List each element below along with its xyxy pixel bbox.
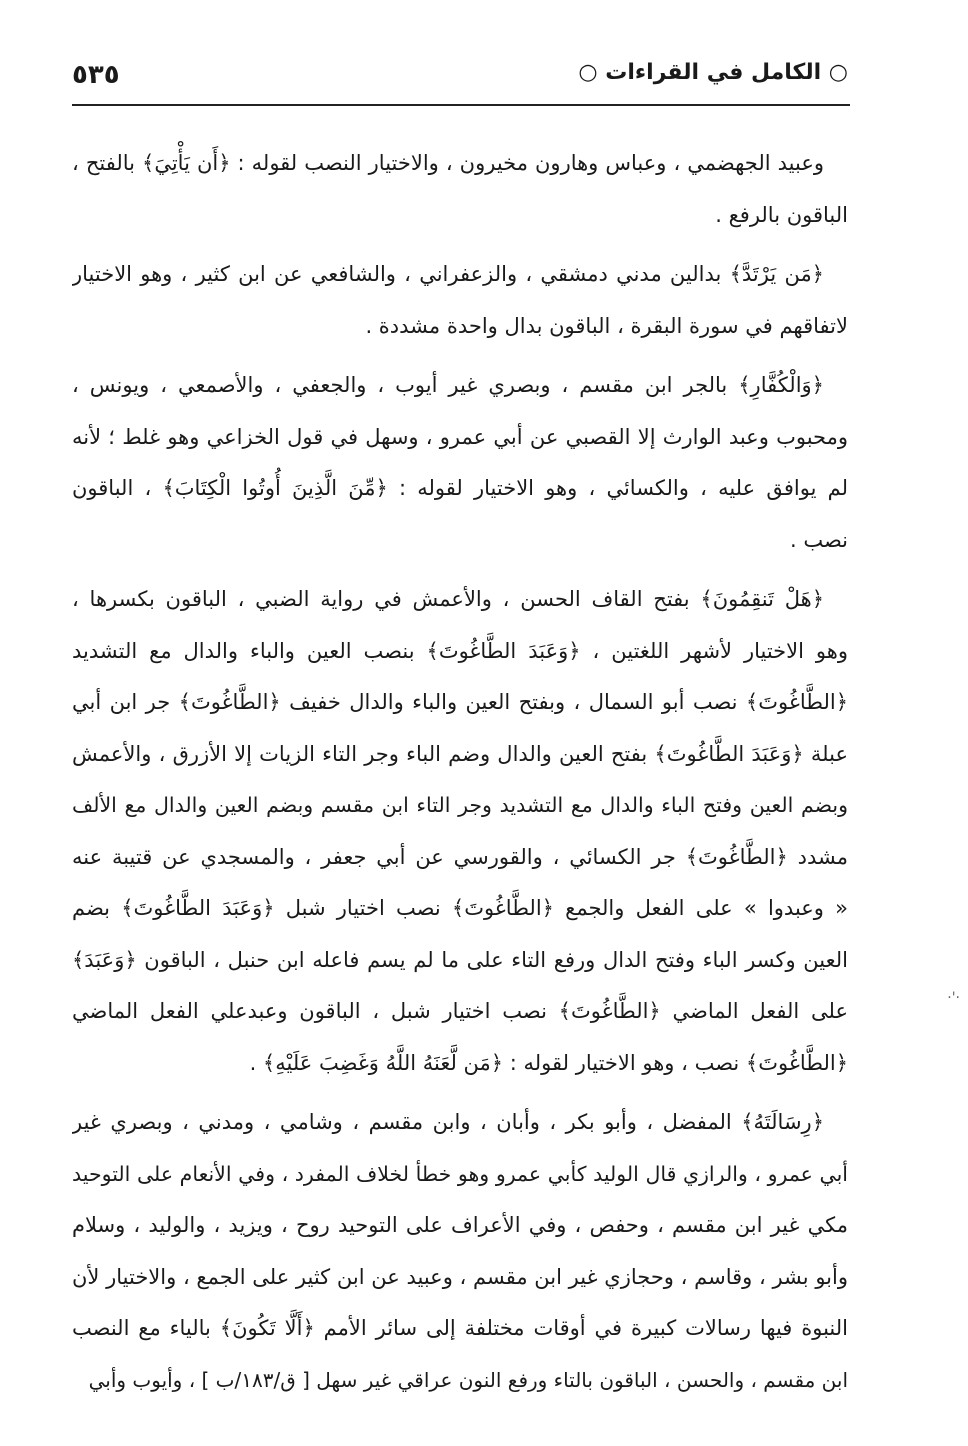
text-line: وهو الاختيار لأشهر اللغتين ، ﴿وَعَبَدَ الطَّاغُوتَ﴾ بنصب العين والباء والدال مع التشديد [72, 638, 848, 663]
paragraph [72, 574, 848, 1089]
text-line: ﴿مَن يَرْتَدَّ﴾ بدالين مدني دمشقي ، والزعفراني ، والشافعي عن ابن كثير ، وهو الاختيار [72, 262, 824, 286]
text-line: وعبيد الجهضمي ، وعباس وهارون مخيرون ، والاختيار النصب لقوله : ﴿أَن يَأْتِيَ﴾ بالفتح ، [72, 151, 824, 175]
text-line: ﴿الطَّاغُوتَ﴾ نصب أبو السمال ، وبفتح العين والباء والدال خفيف ﴿الطَّاغُوتَ﴾ جر ابن أبي [72, 690, 848, 714]
paragraph [72, 1097, 848, 1406]
text-line: ﴿رِسَالَتَهُ﴾ المفضل ، وأبو بكر ، وأبان ، وابن مقسم ، وشامي ، ومدني ، وبصري غير [72, 1110, 824, 1134]
text-line: مكي غير ابن مقسم ، وحفص ، وفي الأعراف على التوحيد روح ، ويزيد ، والوليد ، وسلام [72, 1213, 848, 1237]
text-line: « وعبدوا » على الفعل والجمع ﴿الطَّاغُوتَ﴾ نصب اختيار شبل ﴿وَعَبَدَ الطَّاغُوتَ﴾ بضم [72, 896, 848, 920]
text-line: أبي عمرو ، والرازي قال الوليد كأبي عمرو وهو خطأ لخلاف المفرد ، وفي الأنعام على التوحيد [72, 1161, 848, 1186]
paragraph [72, 360, 848, 566]
text-line: وبضم العين وفتح الباء والدال مع التشديد وجر التاء ابن مقسم وبضم العين والدال مع الألف [72, 793, 848, 817]
header-rule [72, 104, 850, 106]
text-line: الباقون بالرفع . [715, 202, 848, 227]
text-line: ومحبوب وعبد الوارث إلا القصبي عن أبي عمرو ، وسهل في قول الخزاعي وهو غلط ؛ لأنه [72, 424, 848, 449]
text-line: ﴿الطَّاغُوتَ﴾ نصب ، وهو الاختيار لقوله : ﴿مَن لَّعَنَهُ اللَّهُ وَغَضِبَ عَلَيْهِ﴾ . [249, 1050, 848, 1075]
text-line: وأبو بشر ، وقاسم ، وحجازي غير ابن مقسم ، وعبيد عن ابن كثير على الجمع ، والاختيار لأن [72, 1264, 848, 1289]
text-line: النبوة فيها رسالات كبيرة في أوقات مختلفة إلى سائر الأمم ﴿أَلَّا تَكُونَ﴾ بالياء مع النصب [72, 1316, 848, 1340]
text-line: نصب . [789, 527, 848, 552]
text-line: لاتفاقهم في سورة البقرة ، الباقون بدال واحدة مشددة . [365, 313, 848, 338]
text-line: مشدد ﴿الطَّاغُوتَ﴾ جر الكسائي ، والقورسي عن أبي جعفر ، والمسجدي عن قتيبة عنه [72, 844, 848, 869]
running-title: ○ الكامل في القراءات ○ [578, 60, 848, 85]
paragraph [72, 138, 848, 241]
paragraph [72, 249, 848, 352]
page-header [72, 60, 848, 96]
text-line: عبلة ﴿وَعَبَدَ الطَّاغُوتَ﴾ بفتح العين والدال وضم الباء وجر التاء الزيات إلا الأزرق ، والأعمش [72, 741, 848, 766]
text-line: العين وكسر الباء وفتح الدال ورفع التاء على ما لم يسم فاعله ابن حنبل ، الباقون ﴿وَعَبَدَ﴾ [72, 947, 848, 972]
page-number: ٥٣٥ [72, 60, 120, 90]
text-line: على الفعل الماضي ﴿الطَّاغُوتَ﴾ نصب اختيار شبل ، الباقون وعبدعلي الفعل الماضي [72, 999, 848, 1023]
text-line: ﴿وَالْكُفَّارِ﴾ بالجر ابن مقسم ، وبصري غير أيوب ، والجعفي ، والأصمعي ، ويونس ، [72, 373, 824, 397]
body-text [72, 138, 848, 1414]
margin-mark: ·'· [947, 990, 960, 1006]
text-line: لم يوافق عليه ، والكسائي ، وهو الاختيار لقوله : ﴿مِّنَ الَّذِينَ أُوتُوا الْكِتَابَ﴾ ، الباقون [72, 476, 848, 500]
text-line: ابن مقسم ، والحسن ، الباقون بالتاء ورفع النون عراقي غير سهل [ ق/١٨٣/ب ] ، وأيوب وأبي [88, 1367, 848, 1392]
text-line: ﴿هَلْ تَنقِمُونَ﴾ بفتح القاف الحسن ، والأعمش في رواية الضبي ، الباقون بكسرها ، [72, 587, 824, 611]
